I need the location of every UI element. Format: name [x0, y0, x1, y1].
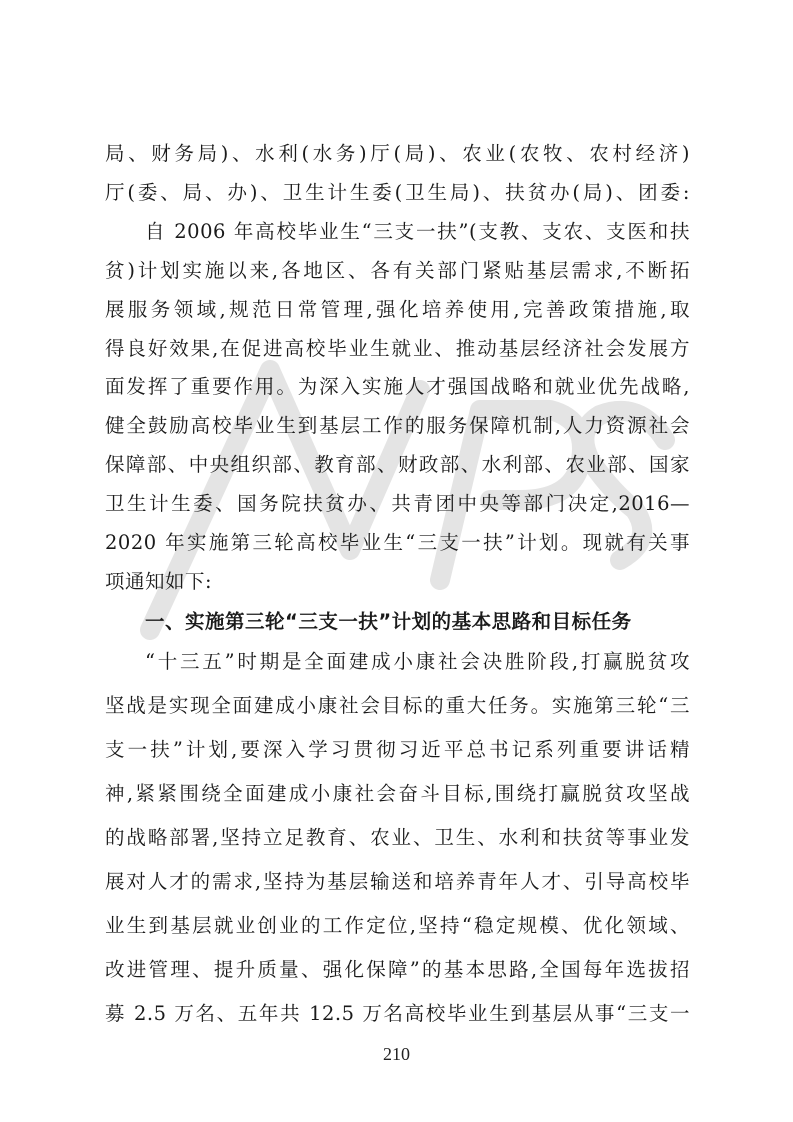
paragraph2-start-line: “十三五”时期是全面建成小康社会决胜阶段,打赢脱贫攻	[145, 650, 690, 673]
text-line-8: 健全鼓励高校毕业生到基层工作的服务保障机制,人力资源社会	[105, 414, 690, 437]
text-line-19: 展对人才的需求,坚持为基层输送和培养青年人才、引导高校毕	[105, 870, 690, 893]
text-line-1: 局、财务局)、水利(水务)厅(局)、农业(农牧、农村经济)	[105, 142, 690, 165]
text-line-6: 得良好效果,在促进高校毕业生就业、推动基层经济社会发展方	[105, 337, 690, 360]
text-line-12: 项通知如下:	[105, 570, 213, 593]
text-line-20: 业生到基层就业创业的工作定位,坚持“稳定规模、优化领域、	[105, 914, 690, 937]
text-line-10: 卫生计生委、国务院扶贫办、共青团中央等部门决定,2016—	[105, 492, 690, 515]
page-number: 210	[383, 1044, 410, 1064]
text-line-5: 展服务领域,规范日常管理,强化培养使用,完善政策措施,取	[105, 298, 690, 321]
text-line-22: 募 2.5 万名、五年共 12.5 万名高校毕业生到基层从事“三支一	[105, 1002, 690, 1025]
text-line-11: 2020 年实施第三轮高校毕业生“三支一扶”计划。现就有关事	[105, 531, 690, 554]
text-line-9: 保障部、中央组织部、教育部、财政部、水利部、农业部、国家	[105, 453, 690, 476]
text-line-2: 厅(委、局、办)、卫生计生委(卫生局)、扶贫办(局)、团委:	[105, 181, 690, 204]
text-line-18: 的战略部署,坚持立足教育、农业、卫生、水利和扶贫等事业发	[105, 826, 690, 849]
text-line-15: 坚战是实现全面建成小康社会目标的重大任务。实施第三轮“三	[105, 694, 690, 717]
text-line-21: 改进管理、提升质量、强化保障”的基本思路,全国每年选拔招	[105, 958, 690, 981]
section-heading: 一、实施第三轮“三支一扶”计划的基本思路和目标任务	[145, 610, 632, 633]
text-line-4: 贫)计划实施以来,各地区、各有关部门紧贴基层需求,不断拓	[105, 259, 690, 282]
text-line-7: 面发挥了重要作用。为深入实施人才强国战略和就业优先战略,	[105, 375, 690, 398]
text-line-16: 支一扶”计划,要深入学习贯彻习近平总书记系列重要讲话精	[105, 738, 690, 761]
text-line-17: 神,紧紧围绕全面建成小康社会奋斗目标,围绕打赢脱贫攻坚战	[105, 782, 690, 805]
paragraph-start-line: 自 2006 年高校毕业生“三支一扶”(支教、支农、支医和扶	[145, 220, 690, 243]
